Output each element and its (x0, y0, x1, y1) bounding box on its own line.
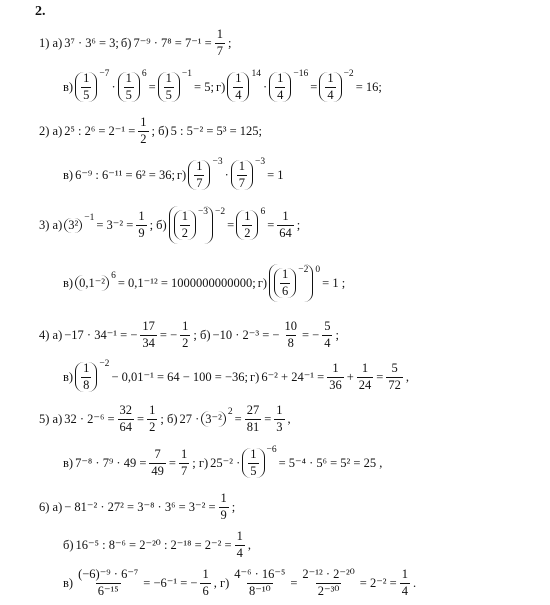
line-7: 4) а) −17 · 34⁻¹ = − $\frac{17}{34}$ = − $\frac{1}{2}$ ; б) −10 · 2⁻³ = − $\frac{10}{8}$ = − $\frac{5}{4}$ ; (39, 319, 339, 350)
fraction: $\frac{1}{2}$ (140, 115, 147, 146)
fraction: $\frac{1}{36}$ (329, 361, 342, 392)
parenthesis: $\frac{1}{4}$ (269, 72, 291, 101)
item-label: , г) (213, 575, 230, 590)
parenthesis: $\frac{1}{7}$ (231, 160, 253, 189)
item-label: в) (63, 455, 74, 470)
line-13: в) $\frac{\text{(−6)⁻⁹ · 6⁻⁷}}{\text{6⁻¹⁵}}$ = −6⁻¹ = − $\frac{1}{6}$ , г) $\frac{\text{4⁻⁶ · 16⁻⁵}}{\text{8⁻¹⁰}}$ = $\frac{\text{2⁻¹² · 2⁻²⁰}}{\text{2⁻³⁰}}$ = 2⁻² = $\frac{1}{4}$ . (63, 567, 417, 598)
line-5: 3) а) 3² −1 = 3⁻² = $\frac{1}{9}$ ; б) $\frac{1}{2}$ −3 −2 = $\frac{1}{2}$ 6 = $\frac{1}{64}$ ; (38, 210, 301, 240)
fraction: $\frac{5}{4}$ (324, 319, 331, 350)
parenthesis: $\frac{1}{5}$ (118, 72, 140, 101)
fraction: $\frac{1}{24}$ (358, 361, 372, 392)
line-3 (38, 116, 263, 146)
item-label: 1) а) (39, 35, 63, 50)
expression: 7⁻⁹ · 7⁸ = 7⁻¹ = (133, 36, 212, 50)
line-2: в) $\frac{1}{5}$ −7 · $\frac{1}{5}$ 6 = $\frac{1}{5}$ −1 = 5; г) $\frac{1}{4}$ 14 · $\frac{1}{4}$ −16 = $\frac{1}{4}$ −2 = 16; (63, 69, 382, 102)
fraction: $\frac{1}{2}$ (149, 403, 156, 434)
fraction: $\frac{1}{4}$ (236, 529, 243, 560)
fraction: $\frac{1}{3}$ (276, 403, 283, 434)
item-label: ; б) (151, 123, 169, 138)
line-4: в) 6⁻⁹ : 6⁻¹¹ = 6² = 36; г) $\frac{1}{7}$ −3 · $\frac{1}{7}$ −3 = 1 (63, 157, 284, 190)
parenthesis: 0,1⁻² (75, 275, 109, 291)
fraction: $\frac{1}{9}$ (220, 491, 227, 522)
item-label: б) (63, 537, 74, 552)
fraction: $\frac{\text{2⁻¹² · 2⁻²⁰}}{\text{2⁻³⁰}}$ (302, 567, 355, 598)
item-label: ; б) (160, 411, 178, 426)
fraction: $\frac{10}{8}$ (284, 319, 297, 350)
line-10: в) 7⁻⁸ · 7⁹ · 49 = $\frac{7}{49}$ = $\frac{1}{7}$ ; г) 25⁻² · $\frac{1}{5}$ −6 = 5⁻⁴ · 5⁶ = 5² = 25 , (63, 445, 383, 478)
fraction: $\frac{1}{4}$ (401, 567, 408, 598)
item-label: г) (176, 167, 187, 182)
fraction: $\frac{1}{64}$ (279, 209, 292, 240)
parenthesis: $\frac{1}{4}$ (319, 72, 341, 101)
parenthesis: $\frac{1}{5}$ (242, 448, 264, 477)
fraction: $\frac{1}{2}$ (182, 319, 189, 350)
parenthesis: $\frac{1}{4}$ (227, 72, 249, 101)
line-8: в) $\frac{1}{8}$ −2 − 0,01⁻¹ = 64 − 100 = −36; г) 6⁻² + 24⁻¹ = $\frac{1}{36}$ + $\frac{1}{24}$ = $\frac{5}{72}$ , (63, 359, 409, 392)
item-label: 5) а) (39, 411, 63, 426)
line-11: 6) а) − 81⁻² · 27² = 3⁻⁸ · 3⁶ = 3⁻² = $\frac{1}{9}$ ; (39, 491, 236, 522)
item-label: в) (63, 575, 74, 590)
fraction: $\frac{1}{7}$ (216, 27, 223, 58)
item-label: б) (120, 35, 132, 50)
parenthesis: $\frac{1}{2}$ (236, 210, 258, 239)
parenthesis: 3⁻² (201, 411, 226, 427)
item-label: в) (63, 79, 74, 94)
expression: 2⁵ : 2⁶ = 2⁻¹ = (64, 124, 136, 138)
parenthesis: $\frac{1}{6}$ −2 (269, 264, 313, 301)
fraction: $\frac{\text{4⁻⁶ · 16⁻⁵}}{\text{8⁻¹⁰}}$ (234, 567, 286, 598)
line-6: в) 0,1⁻² 6 = 0,1⁻¹² = 1000000000000; г) $\frac{1}{6}$ −2 0 = 1 ; (62, 268, 346, 298)
fraction: $\frac{\text{(−6)⁻⁹ · 6⁻⁷}}{\text{6⁻¹⁵}}$ (78, 567, 139, 598)
expression: 5 : 5⁻² = 5³ = 125; (170, 124, 263, 138)
item-label: г) (250, 369, 260, 384)
fraction: $\frac{5}{72}$ (388, 361, 401, 392)
parenthesis: $\frac{1}{2}$ −3 (169, 206, 213, 243)
fraction: $\frac{32}{64}$ (119, 403, 133, 434)
parenthesis: $\frac{1}{5}$ (158, 72, 180, 101)
fraction: $\frac{17}{34}$ (142, 319, 155, 350)
fraction: $\frac{27}{81}$ (246, 403, 260, 434)
item-label: в) (63, 275, 74, 290)
item-label: 4) а) (39, 327, 63, 342)
parenthesis: 3² (64, 218, 82, 233)
item-label: 2) а) (39, 123, 63, 138)
line-12: б) 16⁻⁵ : 8⁻⁶ = 2⁻²⁰ : 2⁻¹⁸ = 2⁻² = $\frac{1}{4}$ , (63, 529, 251, 560)
item-label: г) (215, 79, 226, 94)
exercise-number: 2. (35, 4, 46, 19)
item-label: в) (63, 369, 74, 384)
expression: 3⁷ · 3⁶ = 3; (64, 35, 119, 50)
item-label: г) (257, 275, 268, 290)
item-label: 3) а) (39, 217, 63, 232)
punctuation: ; (227, 35, 232, 50)
fraction: $\frac{1}{6}$ (202, 567, 209, 598)
expression: 6⁻⁹ : 6⁻¹¹ = 6² = 36; (75, 168, 175, 182)
item-label: 6) а) (39, 499, 63, 514)
parenthesis: $\frac{1}{5}$ (75, 72, 97, 101)
item-label: в) (63, 167, 74, 182)
item-label: ; г) (192, 455, 209, 470)
fraction: $\frac{7}{49}$ (151, 447, 164, 478)
item-label: ; б) (193, 327, 211, 342)
fraction: $\frac{1}{7}$ (180, 447, 188, 478)
fraction: $\frac{1}{9}$ (138, 209, 145, 240)
line-1 (38, 28, 232, 58)
parenthesis: $\frac{1}{8}$ (75, 362, 97, 391)
parenthesis: $\frac{1}{7}$ (188, 160, 210, 189)
item-label: ; б) (149, 217, 167, 232)
line-9: 5) а) 32 · 2⁻⁶ = $\frac{32}{64}$ = $\frac{1}{2}$ ; б) 27 · 3⁻² 2 = $\frac{27}{81}$ = $\frac{1}{3}$ , (39, 403, 291, 434)
